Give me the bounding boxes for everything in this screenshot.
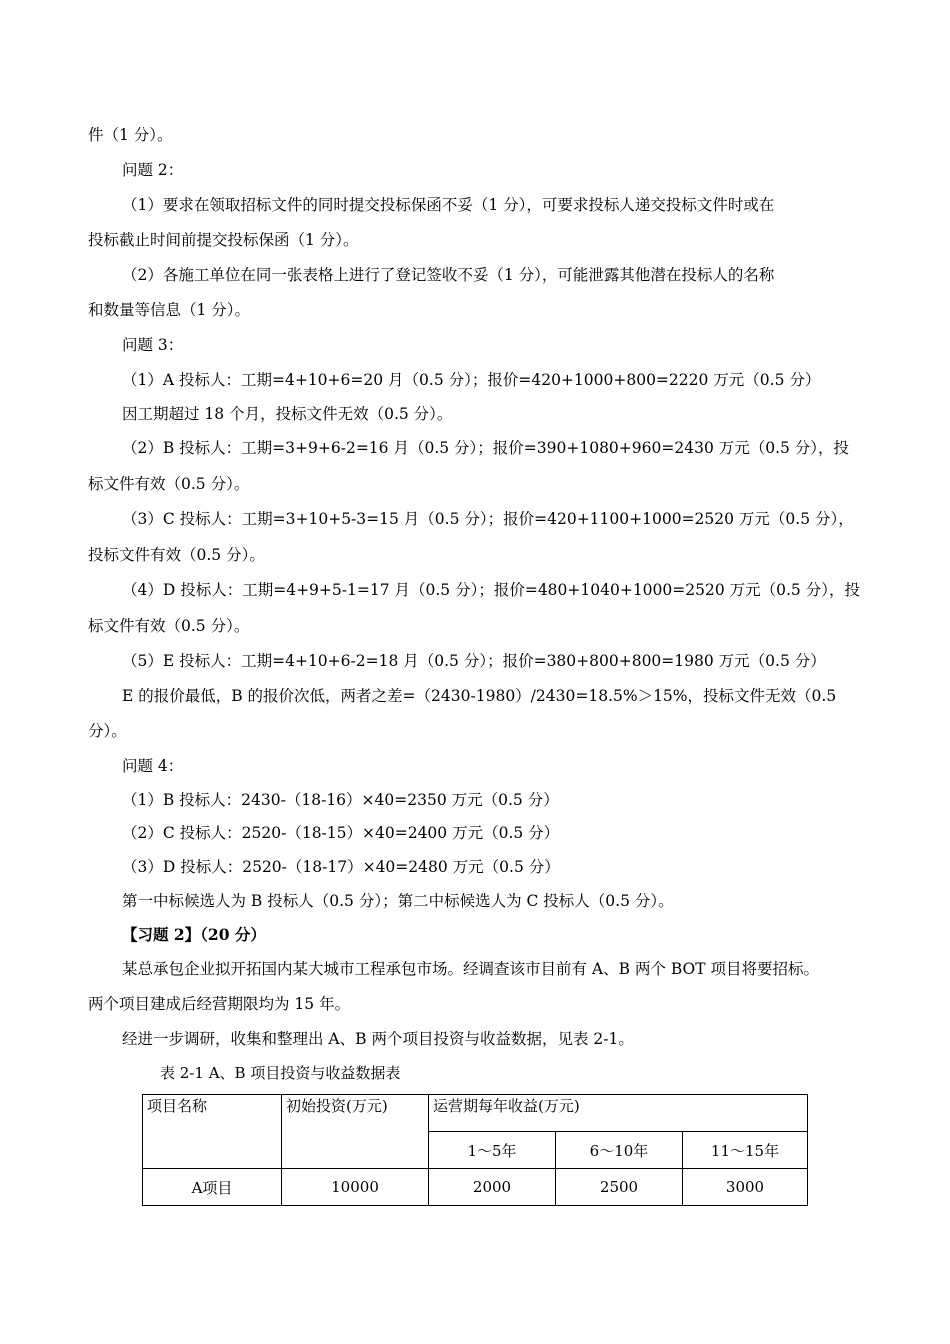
header-period: 1～5年 <box>429 1132 556 1169</box>
text-line: 第一中标候选人为 B 投标人（0.5 分）；第二中标候选人为 C 投标人（0.5 分）。 <box>122 892 674 910</box>
text-line: 投标文件有效（0.5 分）。 <box>88 546 265 564</box>
text-line: （5）E 投标人：工期=4+10+6-2=18 月（0.5 分）；报价=380+800+800=1980 万元（0.5 分） <box>122 652 826 670</box>
text-line: （1）B 投标人：2430-（18-16）×40=2350 万元（0.5 分） <box>122 791 559 809</box>
text-line: （3）C 投标人：工期=3+10+5-3=15 月（0.5 分）；报价=420+1100+1000=2520 万元（0.5 分）， <box>122 510 854 528</box>
text-line: 因工期超过 18 个月，投标文件无效（0.5 分）。 <box>122 405 453 423</box>
investment-income-table <box>142 1094 808 1206</box>
text-line: E 的报价最低，B 的报价次低，两者之差=（2430-1980）/2430=18.5%＞15%，投标文件无效（0.5 <box>122 687 837 705</box>
text-line: （4）D 投标人：工期=4+9+5-1=17 月（0.5 分）；报价=480+1040+1000=2520 万元（0.5 分），投 <box>122 581 860 599</box>
text-line: （1）A 投标人：工期=4+10+6=20 月（0.5 分）；报价=420+1000+800=2220 万元（0.5 分） <box>122 371 821 389</box>
table-caption: 表 2-1 A、B 项目投资与收益数据表 <box>160 1064 401 1082</box>
text-line: （2）各施工单位在同一张表格上进行了登记签收不妥（1 分），可能泄露其他潜在投标人的名称 <box>122 266 775 284</box>
text-line: （3）D 投标人：2520-（18-17）×40=2480 万元（0.5 分） <box>122 858 560 876</box>
header-period: 11～15年 <box>683 1132 808 1169</box>
question-heading: 问题 4： <box>122 757 184 775</box>
text-line: 经进一步调研，收集和整理出 A、B 两个项目投资与收益数据，见表 2-1。 <box>122 1030 634 1048</box>
cell-income: 2500 <box>556 1169 683 1206</box>
text-line: 某总承包企业拟开拓国内某大城市工程承包市场。经调查该市目前有 A、B 两个 BOT 项目将要招标。 <box>122 960 820 978</box>
header-project-name: 项目名称 <box>143 1095 282 1169</box>
header-initial-investment: 初始投资(万元) <box>282 1095 429 1169</box>
cell-project-name: A项目 <box>143 1169 282 1206</box>
text-line: （2）B 投标人：工期=3+9+6-2=16 月（0.5 分）；报价=390+1080+960=2430 万元（0.5 分），投 <box>122 439 850 457</box>
text-line: 两个项目建成后经营期限均为 15 年。 <box>88 995 351 1013</box>
text-line: 投标截止时间前提交投标保函（1 分）。 <box>88 231 359 249</box>
text-line: 和数量等信息（1 分）。 <box>88 301 251 319</box>
header-annual-income: 运营期每年收益(万元) <box>429 1095 808 1132</box>
text-line: 分）。 <box>88 722 127 740</box>
table-header-row <box>143 1095 808 1132</box>
cell-income: 2000 <box>429 1169 556 1206</box>
header-period: 6～10年 <box>556 1132 683 1169</box>
exercise-heading: 【习题 2】（20 分） <box>122 925 266 944</box>
question-heading: 问题 2： <box>122 161 184 179</box>
table-row <box>143 1169 808 1206</box>
question-heading: 问题 3： <box>122 336 184 354</box>
cell-investment: 10000 <box>282 1169 429 1206</box>
cell-income: 3000 <box>683 1169 808 1206</box>
text-line: 标文件有效（0.5 分）。 <box>88 475 250 493</box>
text-line: 标文件有效（0.5 分）。 <box>88 617 250 635</box>
text-line: （2）C 投标人：2520-（18-15）×40=2400 万元（0.5 分） <box>122 824 560 842</box>
text-line: 件（1 分）。 <box>88 126 173 144</box>
text-line: （1）要求在领取招标文件的同时提交投标保函不妥（1 分），可要求投标人递交投标文件时或在 <box>122 196 775 214</box>
